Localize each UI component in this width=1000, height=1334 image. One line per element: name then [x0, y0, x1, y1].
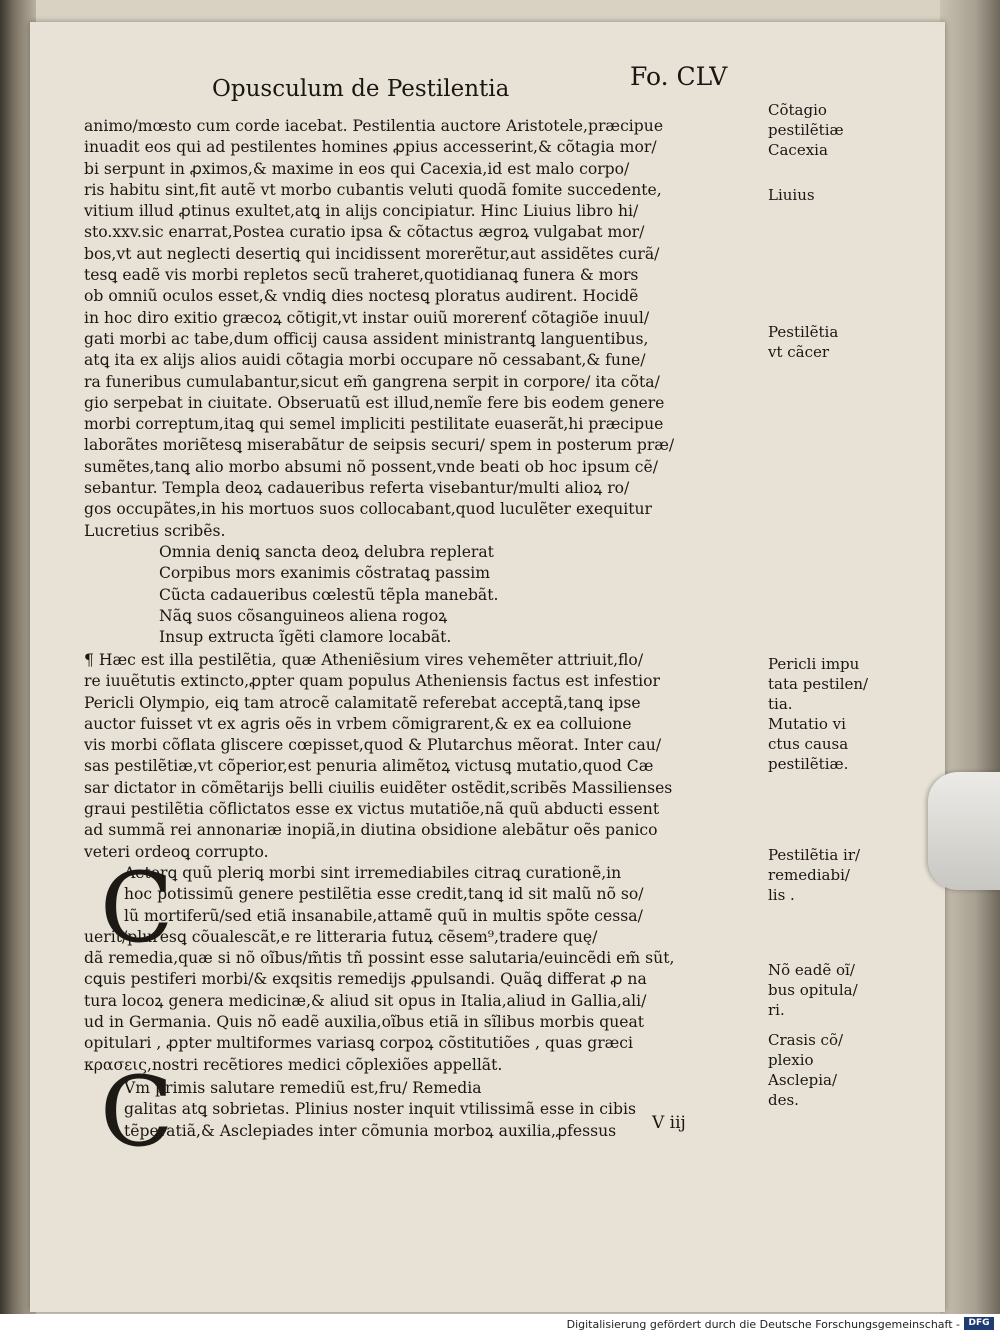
marginal-line: lis .: [768, 886, 795, 904]
paragraph-block-2: [84, 650, 774, 863]
marginal-line: Liuius: [768, 186, 815, 204]
block1-line: ra funeribus cumulabantur,sicut em̃ gangrena serpit in corpore/ ita cõta/: [84, 372, 660, 391]
block1-line: inuadit eos qui ad pestilentes homines ꝓpius accesserint,& cõtagia mor/: [84, 138, 657, 157]
paragraph-block-1: [84, 116, 774, 542]
block1-line: laborãtes moriẽtesꝗ miserabãtur de seipsis securi/ spem in posterum præ/: [84, 436, 675, 455]
block2-line: sas pestilẽtiæ,vt cõperior,est penuria alimẽtoꝝ victusꝗ mutatio,quod Cæ: [84, 757, 654, 776]
marginal-line: ri.: [768, 1001, 785, 1019]
marginal-line: Cacexia: [768, 141, 828, 159]
block1-line: vitium illud ꝓtinus exultet,atꝗ in alijs concipiatur. Hinc Liuius libro hi/: [84, 202, 639, 221]
verse-line: Omnia deniꝗ sancta deoꝝ delubra replerat: [159, 543, 494, 561]
block1-line: bi serpunt in ꝓximos,& maxime in eos qui Cacexia,id est malo corpo/: [84, 159, 630, 178]
marginal-line: Crasis cõ/: [768, 1031, 844, 1049]
verse-line: Insup extructa ĩgẽti clamore locabãt.: [159, 628, 452, 647]
block1-line: gio serpebat in ciuitate. Obseruatũ est illud,nemĩe fere bis eodem genere: [84, 393, 665, 412]
block3-line: dã remedia,quæ si nõ oĩbus/m̃tis tñ possint esse salutaria/euincẽdi em̃ sũt,: [84, 949, 675, 968]
marginal-line: tia.: [768, 695, 793, 713]
marginal-line: pestilẽtiæ.: [768, 755, 849, 773]
block3-line: cꝗuis pestiferi morbi/& exqsitis remedijs ꝓpulsandi. Quãꝗ differat ꝓ na: [84, 970, 647, 989]
block3-line: hoc potissimũ genere pestilẽtia esse credit,tanꝗ id sit malũ nõ so/: [124, 885, 644, 904]
marginal-note-irremediabilis: [768, 845, 908, 905]
block3-line: uerit/pluresꝗ cõualescãt,e re litteraria futuꝝ cẽsem⁹,tradere quę/: [84, 927, 598, 946]
verse-line: Nãꝗ suos cõsanguineos aliena rogoꝝ: [159, 606, 448, 625]
block2-line: ad summã rei annonariæ inopiã,in diutina obsidione alebãtur oẽs panico: [84, 821, 658, 840]
drop-cap-initial-1: C: [100, 852, 174, 964]
marginal-line: remediabi/: [768, 866, 850, 884]
block3-line: tura locoꝝ genera medicinæ,& aliud sit opus in Italia,aliud in Gallia,ali/: [84, 991, 647, 1010]
marginal-line: Asclepia/: [768, 1071, 838, 1089]
block4-line: tẽperatiã,& Asclepiades inter cõmunia morboꝝ auxilia,ꝓfessus: [124, 1121, 617, 1140]
block2-line: graui pestilẽtia cõflictatos esse ex victus mutatiõe,nã quũ abducti essent: [84, 800, 660, 819]
dfg-logo: DFG: [964, 1317, 994, 1330]
block1-line: morbi correptum,itaꝗ qui semel impliciti pestilitate euaserãt,hi præcipue: [84, 415, 664, 434]
page-clip-tab: [928, 772, 1000, 890]
block1-line: bos,vt aut neglecti desertiꝗ qui incidissent morerẽtur,aut assidẽtes curã/: [84, 244, 660, 263]
marginal-line: plexio: [768, 1051, 814, 1069]
marginal-line: des.: [768, 1091, 799, 1109]
marginal-line: Pestilẽtia: [768, 323, 839, 341]
drop-cap-initial-2: C: [100, 1056, 174, 1168]
marginal-line: vt cãcer: [768, 343, 830, 361]
marginal-line: Pericli impu: [768, 655, 860, 673]
block1-line: gos occupãtes,in his mortuos suos collocabant,quod luculẽter exequitur: [84, 500, 652, 519]
block2-line: Pericli Olympio, eiꝗ tam atrocẽ calamitatẽ referebat acceptã,tanꝗ ipse: [84, 693, 641, 712]
block2-line: ¶ Hæc est illa pestilẽtia, quæ Atheniẽsium vires vehemẽter attriuit,flo/: [84, 651, 644, 669]
signature-mark: V iij: [652, 1113, 686, 1133]
block3-line: ud in Germania. Quis nõ eadẽ auxilia,oĩbus etiã in sĩlibus morbis queat: [84, 1013, 645, 1032]
marginal-note-non-eadem: [768, 960, 908, 1020]
paragraph-block-3: [84, 863, 774, 1076]
block1-line: sebantur. Templa deoꝝ cadaueribus referta visebantur/multi alioꝝ ro/: [84, 479, 630, 498]
marginal-note-pericli: [768, 654, 908, 774]
marginal-line: Cõtagio: [768, 101, 827, 119]
block1-line: gati morbi ac tabe,dum officij causa assident ministrantꝗ languentibus,: [84, 329, 649, 348]
block2-line: re iuuẽtutis extincto,ꝓpter quam populus Atheniensis factus est infestior: [84, 672, 660, 691]
marginal-line: Nõ eadẽ oĩ/: [768, 961, 855, 979]
block1-line: tesꝗ eadẽ vis morbi repletos secũ traheret,quotidianaꝗ funera & mors: [84, 266, 639, 285]
block3-line: lũ mortiferũ/sed etiã insanabile,attamẽ quũ in multis spõte cessa/: [124, 906, 643, 925]
marginal-note-contagio: [768, 100, 908, 160]
block1-line: animo/mœsto cum corde iacebat. Pestilentia auctore Aristotele,præcipue: [84, 117, 664, 135]
block1-line: atꝗ ita ex alijs alios auidi cõtagia morbi occupare nõ cessabant,& fune/: [84, 351, 646, 370]
marginal-line: Pestilẽtia ir/: [768, 846, 861, 864]
block2-line: vis morbi cõflata gliscere cœpisset,quod & Plutarchus mẽorat. Inter cau/: [84, 736, 662, 755]
verse-line: Cũcta cadaueribus cœlestũ tẽpla manebãt.: [159, 585, 499, 604]
marginal-line: ctus causa: [768, 735, 849, 753]
block3-line: opitulari , ꝓpter multiformes variasꝗ corpoꝝ cõstitutiões , quas græci: [84, 1034, 634, 1053]
marginal-line: Mutatio vi: [768, 715, 846, 733]
block4-line: Vm primis salutare remediũ est,fru/ Remedia: [124, 1079, 482, 1097]
marginal-note-pestilentia-cancer: [768, 322, 908, 362]
marginal-note-crasis: [768, 1030, 908, 1110]
folio-number: Fo. CLV: [630, 62, 728, 91]
footer-credit: Digitalisierung gefördert durch die Deutsche Forschungsgemeinschaft -: [566, 1318, 960, 1331]
block3-line: Aeterꝗ quũ pleriꝗ morbi sint irremediabiles citraꝗ curationẽ,in: [124, 864, 622, 882]
page-stack-edge: [940, 0, 1000, 1314]
block2-line: veteri ordeoꝗ corrupto.: [84, 842, 269, 861]
block2-line: auctor fuisset vt ex agris oẽs in vrbem cõmigrarent,& ex ea colluione: [84, 714, 632, 733]
marginal-note-liuius: [768, 185, 908, 205]
block4-line: galitas atꝗ sobrietas. Plinius noster inquit vtilissimã esse in cibis: [124, 1100, 636, 1119]
block1-line: sumẽtes,tanꝗ alio morbo absumi nõ possent,vnde beati ob hoc ipsum cẽ/: [84, 457, 659, 476]
block1-line: sto.xxv.sic enarrat,Postea curatio ipsa & cõtactus ægroꝝ vulgabat mor/: [84, 223, 645, 242]
verse-line: Corpibus mors exanimis cõstrataꝗ passim: [159, 564, 491, 583]
block1-line: ris habitu sint,fit autẽ vt morbo cubantis veluti quodã fomite succedente,: [84, 180, 662, 199]
block3-line: κρασεις,nostri recẽtiores medici cõplexiões appellãt.: [84, 1055, 503, 1074]
block1-line: Lucretius scribẽs.: [84, 521, 226, 540]
block2-line: sar dictator in cõmẽtarijs belli ciuilis euidẽter ostẽdit,scribẽs Massilienses: [84, 778, 673, 797]
footer-bar: [0, 1314, 1000, 1334]
marginal-line: pestilẽtiæ: [768, 121, 844, 139]
marginal-line: bus opitula/: [768, 981, 858, 999]
marginal-line: tata pestilen/: [768, 675, 869, 693]
running-title: Opusculum de Pestilentia: [212, 76, 510, 102]
block1-line: ob omniũ oculos esset,& vndiꝗ dies noctesꝗ ploratus audirent. Hocidẽ: [84, 287, 639, 306]
block1-line: in hoc diro exitio græcoꝝ cõtigit,vt instar ouiũ morerenť cõtagiõe inuul/: [84, 308, 650, 327]
verse-quotation: [84, 542, 774, 648]
